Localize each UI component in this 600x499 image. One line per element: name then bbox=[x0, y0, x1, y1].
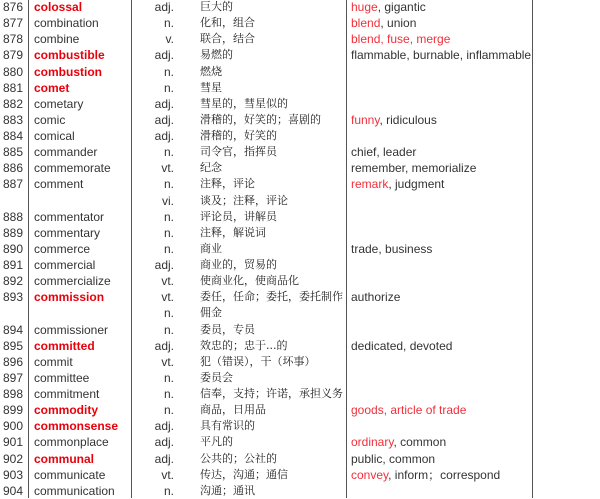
synonym-text: , ridiculous bbox=[379, 112, 437, 127]
entry-number: 890 bbox=[3, 241, 24, 256]
chinese-definition: 效忠的；忠于...的 bbox=[200, 338, 288, 352]
table-row bbox=[0, 338, 600, 354]
table-row bbox=[0, 386, 600, 402]
table-row bbox=[0, 289, 600, 305]
chinese-definition: 犯（错误），干（坏事） bbox=[200, 354, 316, 368]
headword: combine bbox=[34, 32, 80, 47]
entry-number: 887 bbox=[3, 177, 24, 192]
entry-number: 898 bbox=[3, 387, 24, 401]
headword: commission bbox=[34, 290, 105, 305]
headword: commercialize bbox=[34, 274, 111, 289]
entry-number: 891 bbox=[3, 258, 24, 272]
part-of-speech: adj. bbox=[154, 435, 174, 450]
entry-number: 879 bbox=[3, 48, 24, 63]
entry-number: 883 bbox=[3, 112, 24, 127]
headword: commerce bbox=[34, 241, 91, 256]
table-row bbox=[0, 128, 600, 144]
synonym-text: authorize bbox=[351, 290, 401, 305]
entry-number: 885 bbox=[3, 145, 24, 160]
entry-number: 897 bbox=[3, 370, 24, 385]
entry-number: 884 bbox=[3, 129, 24, 143]
entry-number: 904 bbox=[3, 483, 24, 498]
entry-number: 902 bbox=[3, 451, 24, 466]
chinese-definition: 化和，组合 bbox=[200, 16, 255, 30]
chinese-definition: 联合，结合 bbox=[200, 32, 255, 46]
headword: communication bbox=[34, 483, 115, 498]
part-of-speech: n. bbox=[163, 209, 174, 224]
synonym-text: , judgment bbox=[388, 177, 445, 192]
headword: commentary bbox=[34, 225, 101, 240]
chinese-definition: 委任，任命；委托，委托制作 bbox=[200, 290, 343, 304]
part-of-speech: adj. bbox=[154, 258, 174, 272]
chinese-definition: 滑稽的，好笑的 bbox=[200, 129, 277, 142]
table-row bbox=[0, 0, 600, 15]
synonyms bbox=[351, 176, 444, 192]
chinese-definition: 信奉，支持；许诺，承担义务 bbox=[200, 387, 343, 400]
headword: commemorate bbox=[34, 161, 111, 176]
table-row bbox=[0, 241, 600, 257]
chinese-definition: 滑稽的，好笑的；喜剧的 bbox=[200, 112, 321, 126]
table-row bbox=[0, 370, 600, 386]
table-row bbox=[0, 15, 600, 31]
chinese-definition: 商业的，贸易的 bbox=[200, 258, 277, 271]
part-of-speech: n. bbox=[163, 322, 174, 337]
part-of-speech: vt. bbox=[161, 161, 174, 176]
headword: cometary bbox=[34, 96, 84, 111]
table-row bbox=[0, 322, 600, 338]
table-row bbox=[0, 257, 600, 273]
part-of-speech: vi. bbox=[162, 193, 174, 208]
synonyms bbox=[351, 112, 437, 128]
synonyms bbox=[351, 338, 452, 354]
table-row bbox=[0, 225, 600, 241]
chinese-definition: 燃烧 bbox=[200, 64, 222, 78]
entry-number: 889 bbox=[3, 225, 24, 240]
synonym-text: trade, business bbox=[351, 241, 433, 256]
part-of-speech: adj. bbox=[154, 48, 174, 63]
headword: commentator bbox=[34, 209, 105, 224]
synonym-highlighted: remark bbox=[351, 177, 389, 192]
chinese-definition: 商品，日用品 bbox=[200, 403, 266, 417]
entry-number: 878 bbox=[3, 32, 24, 47]
chinese-definition: 委员会 bbox=[200, 370, 233, 384]
part-of-speech: n. bbox=[163, 177, 174, 192]
table-row bbox=[0, 451, 600, 467]
synonym-text: flammable, burnable, inflammable bbox=[351, 48, 532, 63]
headword: combination bbox=[34, 16, 99, 31]
synonym-text: public, common bbox=[351, 451, 436, 466]
part-of-speech: adj. bbox=[154, 96, 174, 111]
chinese-definition: 注释，评论 bbox=[200, 177, 255, 191]
entry-number: 895 bbox=[3, 338, 24, 353]
part-of-speech: adj. bbox=[154, 338, 174, 353]
synonyms bbox=[351, 15, 416, 31]
synonym-highlighted: blend bbox=[351, 16, 381, 31]
table-row bbox=[0, 160, 600, 176]
table-row bbox=[0, 483, 600, 499]
headword: combustible bbox=[34, 48, 105, 63]
synonyms bbox=[351, 0, 426, 15]
entry-number: 876 bbox=[3, 0, 24, 14]
synonyms bbox=[351, 241, 432, 257]
entry-number: 903 bbox=[3, 467, 24, 482]
synonym-highlighted: huge bbox=[351, 0, 378, 14]
headword: combustion bbox=[34, 64, 102, 79]
table-row bbox=[0, 418, 600, 434]
headword: committed bbox=[34, 338, 95, 353]
part-of-speech: n. bbox=[163, 387, 174, 401]
table-row bbox=[0, 434, 600, 450]
part-of-speech: vt. bbox=[161, 274, 174, 289]
synonym-text: , union bbox=[380, 16, 417, 31]
synonym-highlighted: ordinary bbox=[351, 435, 394, 450]
headword: communal bbox=[34, 451, 95, 466]
part-of-speech: n. bbox=[163, 306, 174, 321]
entry-number: 888 bbox=[3, 209, 24, 224]
table-row bbox=[0, 354, 600, 370]
table-row bbox=[0, 31, 600, 47]
synonym-highlighted: convey bbox=[351, 467, 389, 482]
entry-number: 886 bbox=[3, 161, 24, 176]
headword: commitment bbox=[34, 387, 100, 401]
chinese-definition: 注释，解说词 bbox=[200, 225, 266, 239]
headword: committee bbox=[34, 370, 90, 385]
entry-number: 899 bbox=[3, 403, 24, 418]
part-of-speech: v. bbox=[165, 32, 174, 47]
part-of-speech: adj. bbox=[154, 451, 174, 466]
headword: comic bbox=[34, 112, 66, 127]
synonyms bbox=[351, 467, 500, 483]
chinese-definition: 佣金 bbox=[200, 306, 222, 320]
part-of-speech: adj. bbox=[154, 112, 174, 127]
part-of-speech: n. bbox=[163, 145, 174, 160]
table-row bbox=[0, 273, 600, 289]
part-of-speech: n. bbox=[163, 370, 174, 385]
entry-number: 900 bbox=[3, 419, 24, 434]
headword: commonsense bbox=[34, 419, 119, 434]
chinese-definition: 沟通；通讯 bbox=[200, 483, 255, 497]
chinese-definition: 彗星的，彗星似的 bbox=[200, 96, 288, 110]
entry-number: 882 bbox=[3, 96, 24, 111]
part-of-speech: n. bbox=[163, 16, 174, 31]
part-of-speech: adj. bbox=[154, 129, 174, 143]
synonyms bbox=[351, 451, 435, 467]
table-row bbox=[0, 176, 600, 192]
table-row bbox=[0, 305, 600, 321]
chinese-definition: 传达，沟通；通信 bbox=[200, 467, 288, 481]
chinese-definition: 评论员，讲解员 bbox=[200, 209, 277, 223]
chinese-definition: 谈及；注释，评论 bbox=[200, 193, 288, 207]
part-of-speech: n. bbox=[163, 80, 174, 95]
synonym-text: dedicated, devoted bbox=[351, 338, 453, 353]
headword: commercial bbox=[34, 258, 96, 272]
synonyms bbox=[351, 402, 466, 418]
part-of-speech: n. bbox=[163, 241, 174, 256]
synonym-text: remember, memorialize bbox=[351, 161, 477, 176]
entry-number: 881 bbox=[3, 80, 24, 95]
chinese-definition: 使商业化，使商品化 bbox=[200, 274, 299, 288]
entry-number: 877 bbox=[3, 16, 24, 31]
headword: commit bbox=[34, 354, 73, 369]
headword: comical bbox=[34, 129, 75, 143]
synonyms bbox=[351, 434, 446, 450]
synonyms bbox=[351, 31, 450, 47]
table-row bbox=[0, 467, 600, 483]
synonyms bbox=[351, 289, 400, 305]
part-of-speech: vt. bbox=[161, 467, 174, 482]
entry-number: 901 bbox=[3, 435, 24, 450]
headword: comet bbox=[34, 80, 70, 95]
headword: commonplace bbox=[34, 435, 109, 450]
table-row bbox=[0, 47, 600, 63]
headword: commander bbox=[34, 145, 98, 160]
part-of-speech: vt. bbox=[161, 290, 174, 305]
part-of-speech: n. bbox=[163, 483, 174, 498]
synonyms bbox=[351, 144, 416, 160]
chinese-definition: 彗星 bbox=[200, 80, 222, 94]
part-of-speech: adj. bbox=[154, 0, 174, 14]
entry-number: 896 bbox=[3, 354, 24, 369]
part-of-speech: adj. bbox=[154, 419, 174, 434]
chinese-definition: 巨大的 bbox=[200, 0, 233, 13]
part-of-speech: n. bbox=[163, 403, 174, 418]
headword: commissioner bbox=[34, 322, 109, 337]
entry-number: 893 bbox=[3, 290, 24, 305]
chinese-definition: 公共的；公社的 bbox=[200, 451, 277, 465]
table-row bbox=[0, 64, 600, 80]
table-row bbox=[0, 209, 600, 225]
entry-number: 894 bbox=[3, 322, 24, 337]
entry-number: 880 bbox=[3, 64, 24, 79]
headword: comment bbox=[34, 177, 84, 192]
table-row bbox=[0, 402, 600, 418]
chinese-definition: 平凡的 bbox=[200, 435, 233, 449]
entry-number: 892 bbox=[3, 274, 24, 289]
synonyms bbox=[351, 47, 531, 63]
chinese-definition: 易燃的 bbox=[200, 48, 233, 62]
part-of-speech: n. bbox=[163, 64, 174, 79]
part-of-speech: vt. bbox=[161, 354, 174, 369]
table-row bbox=[0, 80, 600, 96]
synonym-highlighted: blend, fuse, merge bbox=[351, 32, 451, 47]
synonym-text: , common bbox=[393, 435, 447, 450]
chinese-definition: 纪念 bbox=[200, 161, 222, 175]
synonyms bbox=[351, 160, 476, 176]
headword: communicate bbox=[34, 467, 106, 482]
synonym-highlighted: funny bbox=[351, 112, 380, 127]
synonym-highlighted: goods, article of trade bbox=[351, 403, 467, 418]
chinese-definition: 具有常识的 bbox=[200, 419, 255, 433]
table-row bbox=[0, 144, 600, 160]
headword: commodity bbox=[34, 403, 99, 418]
table-row bbox=[0, 96, 600, 112]
table-row bbox=[0, 112, 600, 128]
synonym-text: , gigantic bbox=[377, 0, 426, 14]
chinese-definition: 委员，专员 bbox=[200, 322, 255, 336]
headword: colossal bbox=[34, 0, 83, 14]
synonym-text: chief, leader bbox=[351, 145, 417, 160]
part-of-speech: n. bbox=[163, 225, 174, 240]
table-row bbox=[0, 193, 600, 209]
synonym-text: , inform；correspond bbox=[388, 467, 501, 482]
chinese-definition: 商业 bbox=[200, 241, 222, 255]
chinese-definition: 司令官，指挥员 bbox=[200, 145, 277, 159]
